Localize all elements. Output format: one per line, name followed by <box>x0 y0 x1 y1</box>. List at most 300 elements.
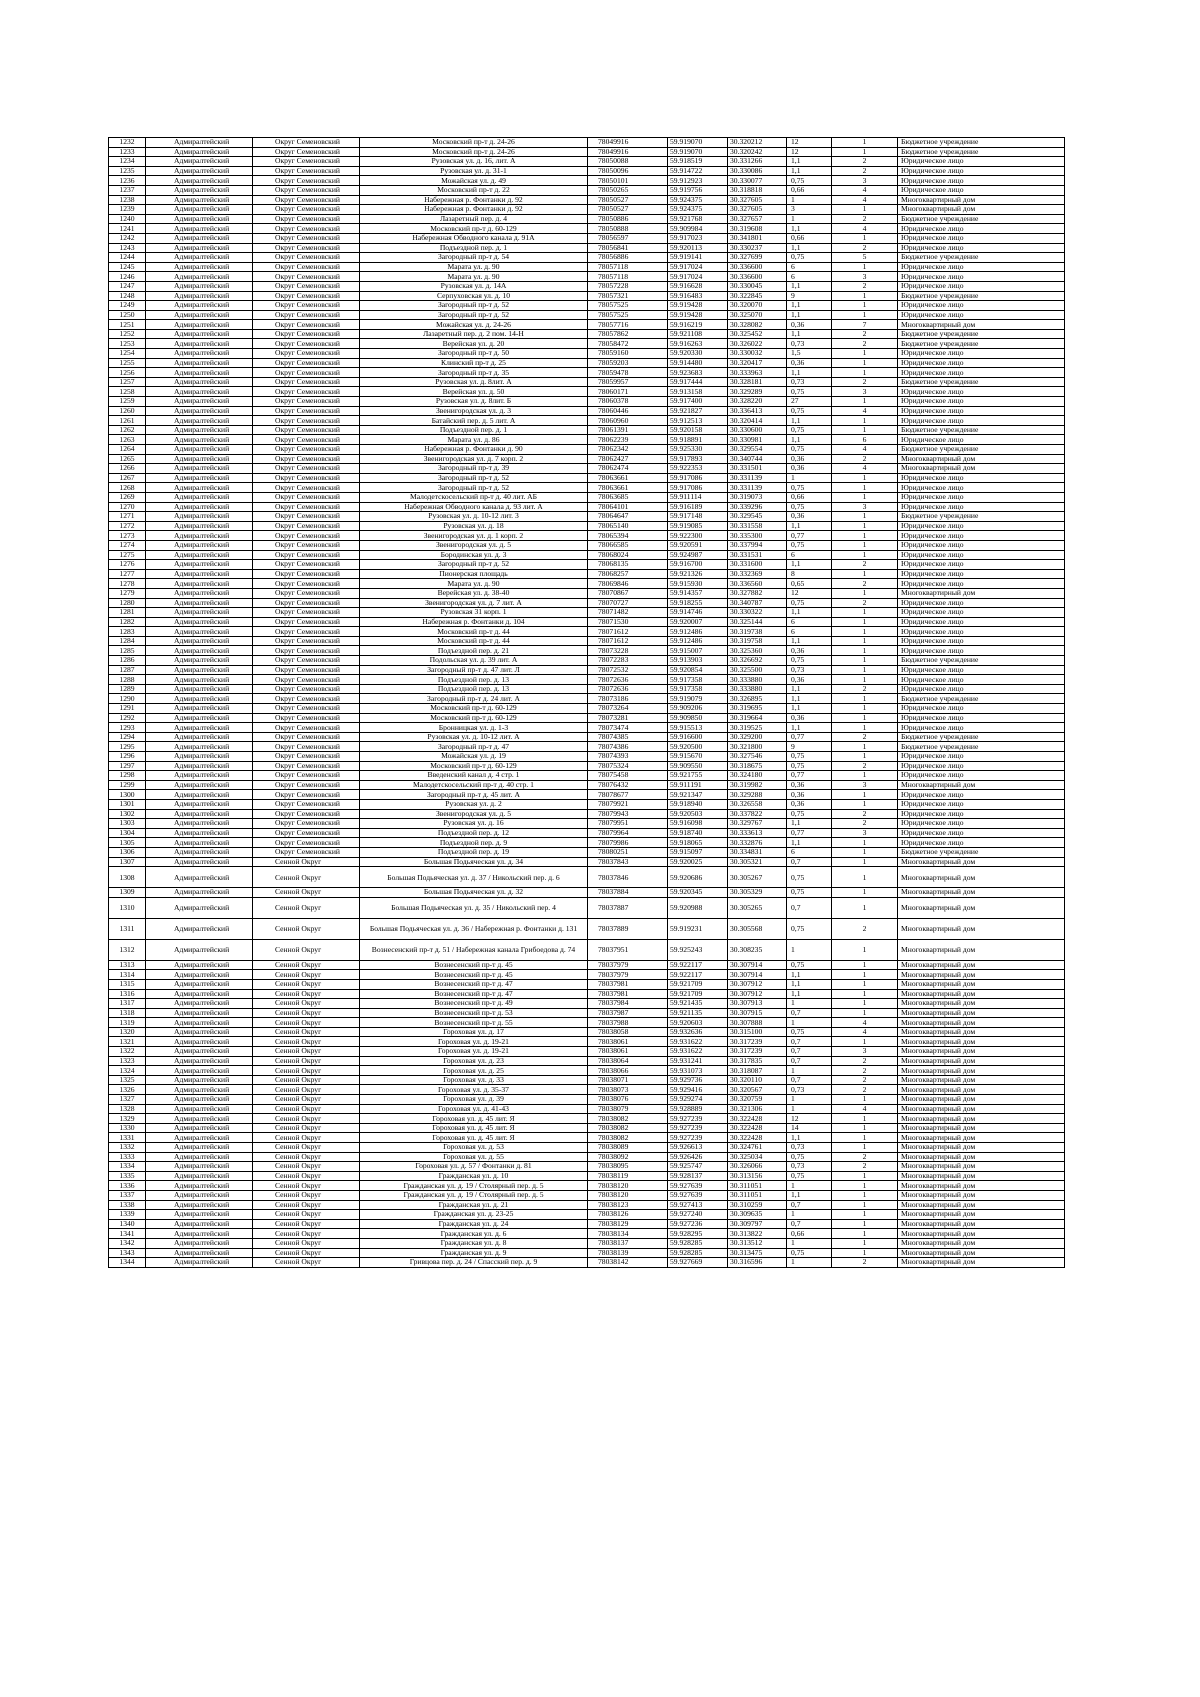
type-cell: Юридическое лицо <box>898 579 1065 589</box>
row-number: 1261 <box>109 416 146 426</box>
longitude-cell: 30.331600 <box>728 560 787 570</box>
latitude-cell: 59.912486 <box>668 627 728 637</box>
type-cell: Юридическое лицо <box>898 233 1065 243</box>
code-cell: 78037987 <box>588 1008 668 1018</box>
area-cell: 0,7 <box>787 857 832 867</box>
code-cell: 78063685 <box>588 492 668 502</box>
latitude-cell: 59.917358 <box>668 684 728 694</box>
type-cell: Многоквартирный дом <box>898 1075 1065 1085</box>
count-cell: 1 <box>832 771 898 781</box>
table-row <box>109 233 1065 243</box>
type-cell: Юридическое лицо <box>898 358 1065 368</box>
row-number: 1252 <box>109 329 146 339</box>
okrug-cell: Округ Семеновский <box>253 301 360 311</box>
code-cell: 78038137 <box>588 1238 668 1248</box>
table-row <box>109 368 1065 378</box>
table-row <box>109 1037 1065 1047</box>
okrug-cell: Сенной Округ <box>253 970 360 980</box>
longitude-cell: 30.326022 <box>728 339 787 349</box>
district-cell: Адмиралтейский <box>146 147 253 157</box>
type-cell: Юридическое лицо <box>898 569 1065 579</box>
type-cell: Многоквартирный дом <box>898 1018 1065 1028</box>
count-cell: 1 <box>832 1114 898 1124</box>
table-row <box>109 176 1065 186</box>
count-cell: 3 <box>832 387 898 397</box>
latitude-cell: 59.931622 <box>668 1037 728 1047</box>
type-cell: Юридическое лицо <box>898 540 1065 550</box>
okrug-cell: Округ Семеновский <box>253 819 360 829</box>
area-cell: 0,77 <box>787 732 832 742</box>
area-cell: 1,1 <box>787 970 832 980</box>
type-cell: Юридическое лицо <box>898 684 1065 694</box>
address-cell: Верейская ул. д. 38-40 <box>360 588 588 598</box>
row-number: 1291 <box>109 704 146 714</box>
table-row <box>109 1056 1065 1066</box>
longitude-cell: 30.329200 <box>728 732 787 742</box>
row-number: 1331 <box>109 1133 146 1143</box>
count-cell: 1 <box>832 897 898 918</box>
table-row <box>109 540 1065 550</box>
code-cell: 78057525 <box>588 310 668 320</box>
count-cell: 1 <box>832 397 898 407</box>
latitude-cell: 59.931241 <box>668 1056 728 1066</box>
row-number: 1287 <box>109 665 146 675</box>
area-cell: 1,1 <box>787 281 832 291</box>
okrug-cell: Округ Семеновский <box>253 483 360 493</box>
okrug-cell: Сенной Округ <box>253 1152 360 1162</box>
longitude-cell: 30.339296 <box>728 502 787 512</box>
district-cell: Адмиралтейский <box>146 205 253 215</box>
type-cell: Юридическое лицо <box>898 617 1065 627</box>
area-cell: 1,1 <box>787 684 832 694</box>
okrug-cell: Округ Семеновский <box>253 656 360 666</box>
district-cell: Адмиралтейский <box>146 1123 253 1133</box>
district-cell: Адмиралтейский <box>146 1027 253 1037</box>
address-cell: Гороховая ул. д. 35-37 <box>360 1085 588 1095</box>
type-cell: Многоквартирный дом <box>898 1171 1065 1181</box>
address-cell: Вознесенский пр-т д. 49 <box>360 999 588 1009</box>
district-cell: Адмиралтейский <box>146 1200 253 1210</box>
address-cell: Звенигородская ул. д. 1 корп. 2 <box>360 531 588 541</box>
type-cell: Бюджетное учреждение <box>898 291 1065 301</box>
count-cell: 1 <box>832 540 898 550</box>
row-number: 1339 <box>109 1210 146 1220</box>
code-cell: 78056841 <box>588 243 668 253</box>
district-cell: Адмиралтейский <box>146 897 253 918</box>
district-cell: Адмиралтейский <box>146 579 253 589</box>
count-cell: 1 <box>832 262 898 272</box>
longitude-cell: 30.327605 <box>728 195 787 205</box>
code-cell: 78037979 <box>588 970 668 980</box>
area-cell: 0,75 <box>787 888 832 898</box>
latitude-cell: 59.929274 <box>668 1095 728 1105</box>
table-row <box>109 1248 1065 1258</box>
code-cell: 78062342 <box>588 445 668 455</box>
longitude-cell: 30.335300 <box>728 531 787 541</box>
okrug-cell: Округ Семеновский <box>253 752 360 762</box>
district-cell: Адмиралтейский <box>146 397 253 407</box>
type-cell: Юридическое лицо <box>898 185 1065 195</box>
address-cell: Гражданская ул. д. 9 <box>360 1248 588 1258</box>
okrug-cell: Сенной Округ <box>253 989 360 999</box>
latitude-cell: 59.932636 <box>668 1027 728 1037</box>
longitude-cell: 30.313475 <box>728 1248 787 1258</box>
address-cell: Рузовская ул. д. 16, лит. А <box>360 157 588 167</box>
latitude-cell: 59.920158 <box>668 425 728 435</box>
latitude-cell: 59.927236 <box>668 1219 728 1229</box>
row-number: 1312 <box>109 939 146 960</box>
row-number: 1343 <box>109 1248 146 1258</box>
latitude-cell: 59.911191 <box>668 780 728 790</box>
code-cell: 78050886 <box>588 214 668 224</box>
okrug-cell: Сенной Округ <box>253 1066 360 1076</box>
type-cell: Юридическое лицо <box>898 473 1065 483</box>
latitude-cell: 59.917358 <box>668 675 728 685</box>
type-cell: Юридическое лицо <box>898 771 1065 781</box>
address-cell: Марата ул. д. 90 <box>360 579 588 589</box>
count-cell: 4 <box>832 406 898 416</box>
district-cell: Адмиралтейский <box>146 416 253 426</box>
count-cell: 1 <box>832 790 898 800</box>
latitude-cell: 59.920113 <box>668 243 728 253</box>
address-cell: Подольская ул. д. 39 лит. А <box>360 656 588 666</box>
type-cell: Бюджетное учреждение <box>898 214 1065 224</box>
table-row <box>109 464 1065 474</box>
count-cell: 2 <box>832 1258 898 1268</box>
row-number: 1324 <box>109 1066 146 1076</box>
okrug-cell: Округ Семеновский <box>253 617 360 627</box>
latitude-cell: 59.909550 <box>668 761 728 771</box>
address-cell: Гороховая ул. д. 45 лит. Я <box>360 1133 588 1143</box>
count-cell: 2 <box>832 1066 898 1076</box>
okrug-cell: Округ Семеновский <box>253 185 360 195</box>
area-cell: 0,36 <box>787 454 832 464</box>
type-cell: Юридическое лицо <box>898 272 1065 282</box>
address-cell: Загородный пр-т д. 52 <box>360 560 588 570</box>
area-cell: 0,36 <box>787 464 832 474</box>
count-cell: 1 <box>832 1133 898 1143</box>
area-cell: 0,66 <box>787 1229 832 1239</box>
code-cell: 78038126 <box>588 1210 668 1220</box>
address-cell: Гороховая ул. д. 45 лит. Я <box>360 1123 588 1133</box>
row-number: 1258 <box>109 387 146 397</box>
address-cell: Вознесенский пр-т д. 45 <box>360 970 588 980</box>
longitude-cell: 30.331501 <box>728 464 787 474</box>
row-number: 1308 <box>109 867 146 888</box>
longitude-cell: 30.305321 <box>728 857 787 867</box>
type-cell: Многоквартирный дом <box>898 1085 1065 1095</box>
code-cell: 78073186 <box>588 694 668 704</box>
code-cell: 78056597 <box>588 233 668 243</box>
row-number: 1268 <box>109 483 146 493</box>
code-cell: 78038082 <box>588 1133 668 1143</box>
latitude-cell: 59.921347 <box>668 790 728 800</box>
okrug-cell: Округ Семеновский <box>253 540 360 550</box>
area-cell: 0,75 <box>787 1248 832 1258</box>
address-cell: Марата ул. д. 90 <box>360 272 588 282</box>
code-cell: 78069846 <box>588 579 668 589</box>
okrug-cell: Округ Семеновский <box>253 377 360 387</box>
okrug-cell: Сенной Округ <box>253 1200 360 1210</box>
code-cell: 78049916 <box>588 147 668 157</box>
longitude-cell: 30.322845 <box>728 291 787 301</box>
latitude-cell: 59.919756 <box>668 185 728 195</box>
area-cell: 1,1 <box>787 157 832 167</box>
okrug-cell: Округ Семеновский <box>253 138 360 148</box>
district-cell: Адмиралтейский <box>146 214 253 224</box>
district-cell: Адмиралтейский <box>146 1047 253 1057</box>
type-cell: Многоквартирный дом <box>898 1248 1065 1258</box>
table-row <box>109 185 1065 195</box>
district-cell: Адмиралтейский <box>146 752 253 762</box>
code-cell: 78073264 <box>588 704 668 714</box>
type-cell: Бюджетное учреждение <box>898 512 1065 522</box>
latitude-cell: 59.918940 <box>668 799 728 809</box>
type-cell: Юридическое лицо <box>898 550 1065 560</box>
longitude-cell: 30.313156 <box>728 1171 787 1181</box>
area-cell: 6 <box>787 617 832 627</box>
type-cell: Бюджетное учреждение <box>898 847 1065 857</box>
type-cell: Юридическое лицо <box>898 406 1065 416</box>
table-row <box>109 397 1065 407</box>
table-row <box>109 291 1065 301</box>
district-cell: Адмиралтейский <box>146 454 253 464</box>
district-cell: Адмиралтейский <box>146 1037 253 1047</box>
row-number: 1281 <box>109 608 146 618</box>
table-row <box>109 435 1065 445</box>
table-row <box>109 147 1065 157</box>
area-cell: 1,1 <box>787 166 832 176</box>
okrug-cell: Сенной Округ <box>253 979 360 989</box>
code-cell: 78071482 <box>588 608 668 618</box>
code-cell: 78038095 <box>588 1162 668 1172</box>
longitude-cell: 30.313822 <box>728 1229 787 1239</box>
code-cell: 78050088 <box>588 157 668 167</box>
latitude-cell: 59.912923 <box>668 176 728 186</box>
area-cell: 1,1 <box>787 224 832 234</box>
count-cell: 4 <box>832 445 898 455</box>
table-row <box>109 867 1065 888</box>
table-row <box>109 665 1065 675</box>
count-cell: 1 <box>832 1210 898 1220</box>
type-cell: Многоквартирный дом <box>898 205 1065 215</box>
longitude-cell: 30.305329 <box>728 888 787 898</box>
area-cell: 0,75 <box>787 867 832 888</box>
type-cell: Юридическое лицо <box>898 723 1065 733</box>
latitude-cell: 59.926613 <box>668 1143 728 1153</box>
district-cell: Адмиралтейский <box>146 713 253 723</box>
code-cell: 78072636 <box>588 675 668 685</box>
area-cell: 0,75 <box>787 809 832 819</box>
area-cell: 1,5 <box>787 349 832 359</box>
row-number: 1238 <box>109 195 146 205</box>
count-cell: 2 <box>832 243 898 253</box>
district-cell: Адмиралтейский <box>146 684 253 694</box>
district-cell: Адмиралтейский <box>146 339 253 349</box>
area-cell: 1 <box>787 214 832 224</box>
address-cell: Гражданская ул. д. 19 / Столярный пер. д. 5 <box>360 1190 588 1200</box>
address-cell: Вознесенский пр-т д. 45 <box>360 960 588 970</box>
district-cell: Адмиралтейский <box>146 918 253 939</box>
district-cell: Адмиралтейский <box>146 598 253 608</box>
longitude-cell: 30.329289 <box>728 387 787 397</box>
row-number: 1283 <box>109 627 146 637</box>
address-cell: Московский пр-т д. 44 <box>360 627 588 637</box>
count-cell: 1 <box>832 483 898 493</box>
code-cell: 78062427 <box>588 454 668 464</box>
area-cell: 1,1 <box>787 329 832 339</box>
latitude-cell: 59.920686 <box>668 867 728 888</box>
district-cell: Адмиралтейский <box>146 1114 253 1124</box>
type-cell: Многоквартирный дом <box>898 1066 1065 1076</box>
district-cell: Адмиралтейский <box>146 301 253 311</box>
okrug-cell: Сенной Округ <box>253 897 360 918</box>
address-cell: Рузовская ул. д. 14А <box>360 281 588 291</box>
row-number: 1244 <box>109 253 146 263</box>
address-cell: Гороховая ул. д. 19-21 <box>360 1037 588 1047</box>
longitude-cell: 30.317835 <box>728 1056 787 1066</box>
okrug-cell: Сенной Округ <box>253 1114 360 1124</box>
count-cell: 1 <box>832 1181 898 1191</box>
latitude-cell: 59.924987 <box>668 550 728 560</box>
row-number: 1310 <box>109 897 146 918</box>
longitude-cell: 30.307888 <box>728 1018 787 1028</box>
type-cell: Многоквартирный дом <box>898 1210 1065 1220</box>
latitude-cell: 59.916628 <box>668 281 728 291</box>
code-cell: 78050265 <box>588 185 668 195</box>
longitude-cell: 30.329545 <box>728 512 787 522</box>
data-table <box>108 137 1065 1268</box>
type-cell: Юридическое лицо <box>898 349 1065 359</box>
latitude-cell: 59.919079 <box>668 694 728 704</box>
area-cell: 12 <box>787 1114 832 1124</box>
table-row <box>109 138 1065 148</box>
okrug-cell: Сенной Округ <box>253 1075 360 1085</box>
longitude-cell: 30.332876 <box>728 838 787 848</box>
row-number: 1259 <box>109 397 146 407</box>
table-row <box>109 979 1065 989</box>
latitude-cell: 59.916263 <box>668 339 728 349</box>
district-cell: Адмиралтейский <box>146 138 253 148</box>
okrug-cell: Округ Семеновский <box>253 464 360 474</box>
row-number: 1290 <box>109 694 146 704</box>
type-cell: Бюджетное учреждение <box>898 425 1065 435</box>
table-row <box>109 598 1065 608</box>
longitude-cell: 30.318675 <box>728 761 787 771</box>
type-cell: Многоквартирный дом <box>898 897 1065 918</box>
area-cell: 1 <box>787 1238 832 1248</box>
latitude-cell: 59.918065 <box>668 838 728 848</box>
area-cell: 1,1 <box>787 435 832 445</box>
area-cell: 0,75 <box>787 445 832 455</box>
longitude-cell: 30.333880 <box>728 675 787 685</box>
district-cell: Адмиралтейский <box>146 809 253 819</box>
row-number: 1309 <box>109 888 146 898</box>
longitude-cell: 30.309797 <box>728 1219 787 1229</box>
table-row <box>109 888 1065 898</box>
row-number: 1241 <box>109 224 146 234</box>
count-cell: 1 <box>832 1229 898 1239</box>
latitude-cell: 59.912513 <box>668 416 728 426</box>
row-number: 1300 <box>109 790 146 800</box>
document-sheet <box>108 137 1064 1268</box>
area-cell: 1 <box>787 473 832 483</box>
row-number: 1333 <box>109 1152 146 1162</box>
count-cell: 1 <box>832 694 898 704</box>
table-row <box>109 1123 1065 1133</box>
row-number: 1303 <box>109 819 146 829</box>
count-cell: 1 <box>832 989 898 999</box>
code-cell: 78075324 <box>588 761 668 771</box>
type-cell: Юридическое лицо <box>898 310 1065 320</box>
longitude-cell: 30.305568 <box>728 918 787 939</box>
row-number: 1321 <box>109 1037 146 1047</box>
count-cell: 2 <box>832 809 898 819</box>
code-cell: 78038142 <box>588 1258 668 1268</box>
row-number: 1342 <box>109 1238 146 1248</box>
count-cell: 1 <box>832 799 898 809</box>
table-row <box>109 704 1065 714</box>
district-cell: Адмиралтейский <box>146 970 253 980</box>
okrug-cell: Сенной Округ <box>253 960 360 970</box>
okrug-cell: Округ Семеновский <box>253 646 360 656</box>
table-row <box>109 531 1065 541</box>
table-row <box>109 387 1065 397</box>
row-number: 1335 <box>109 1171 146 1181</box>
longitude-cell: 30.327882 <box>728 588 787 598</box>
table-row <box>109 684 1065 694</box>
area-cell: 1 <box>787 1018 832 1028</box>
count-cell: 1 <box>832 847 898 857</box>
count-cell: 1 <box>832 301 898 311</box>
row-number: 1317 <box>109 999 146 1009</box>
latitude-cell: 59.919231 <box>668 918 728 939</box>
code-cell: 78057118 <box>588 272 668 282</box>
district-cell: Адмиралтейский <box>146 636 253 646</box>
type-cell: Многоквартирный дом <box>898 1114 1065 1124</box>
table-row <box>109 521 1065 531</box>
row-number: 1296 <box>109 752 146 762</box>
area-cell: 0,75 <box>787 425 832 435</box>
district-cell: Адмиралтейский <box>146 1171 253 1181</box>
count-cell: 1 <box>832 310 898 320</box>
type-cell: Бюджетное учреждение <box>898 253 1065 263</box>
code-cell: 78074386 <box>588 742 668 752</box>
type-cell: Многоквартирный дом <box>898 464 1065 474</box>
code-cell: 78073281 <box>588 713 668 723</box>
code-cell: 78049916 <box>588 138 668 148</box>
table-row <box>109 281 1065 291</box>
code-cell: 78057118 <box>588 262 668 272</box>
latitude-cell: 59.920025 <box>668 857 728 867</box>
row-number: 1340 <box>109 1219 146 1229</box>
type-cell: Юридическое лицо <box>898 665 1065 675</box>
count-cell: 2 <box>832 281 898 291</box>
count-cell: 1 <box>832 970 898 980</box>
count-cell: 2 <box>832 1085 898 1095</box>
type-cell: Многоквартирный дом <box>898 320 1065 330</box>
code-cell: 78038071 <box>588 1075 668 1085</box>
area-cell: 0,7 <box>787 1056 832 1066</box>
count-cell: 1 <box>832 521 898 531</box>
address-cell: Гривцова пер. д. 24 / Спасский пер. д. 9 <box>360 1258 588 1268</box>
row-number: 1271 <box>109 512 146 522</box>
address-cell: Загородный пр-т д. 39 <box>360 464 588 474</box>
row-number: 1289 <box>109 684 146 694</box>
latitude-cell: 59.931073 <box>668 1066 728 1076</box>
count-cell: 5 <box>832 253 898 263</box>
okrug-cell: Округ Семеновский <box>253 262 360 272</box>
